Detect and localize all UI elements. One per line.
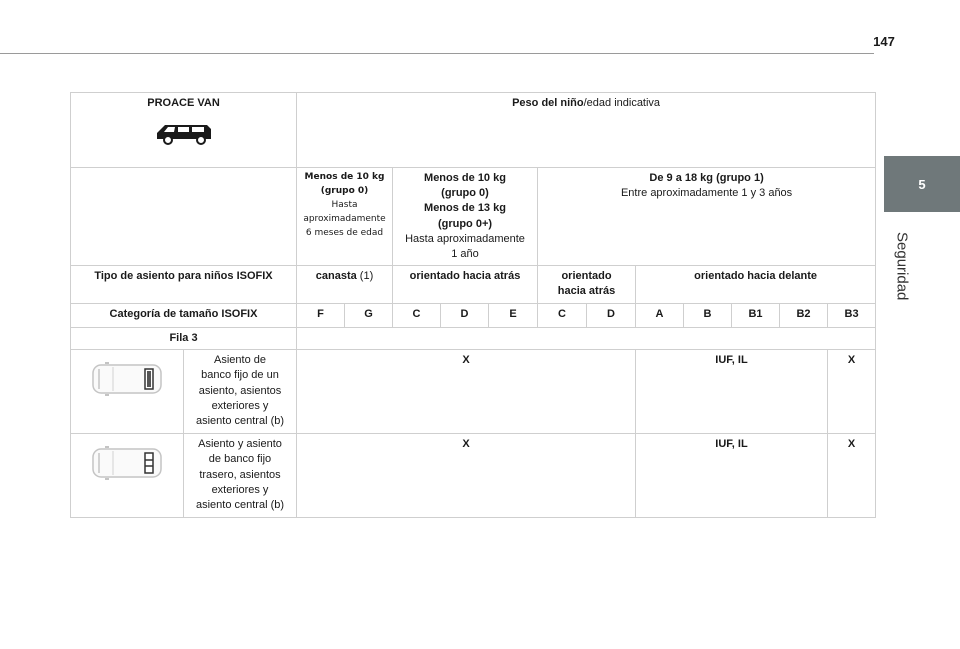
seat-type-row bbox=[71, 266, 876, 304]
seat-type-label: Tipo de asiento para niños ISOFIX bbox=[71, 266, 297, 304]
seat-type-carrycot-note: (1) bbox=[359, 270, 374, 283]
car-top-view-icon bbox=[91, 359, 163, 399]
size-category-cell: C bbox=[393, 304, 441, 328]
size-category-cell: F bbox=[297, 304, 345, 328]
seat-row-value-forward: IUF, IL bbox=[636, 350, 828, 434]
seat-desc-line: trasero, asientos bbox=[199, 468, 281, 481]
seat-desc-line: exteriores y bbox=[211, 399, 269, 412]
seat-row-desc bbox=[184, 434, 297, 518]
group-0b-line: (grupo 0+) bbox=[437, 217, 493, 230]
group-1-cell bbox=[538, 168, 876, 266]
size-category-cell: B bbox=[684, 304, 732, 328]
size-category-cell: E bbox=[489, 304, 538, 328]
size-category-cell: C bbox=[538, 304, 587, 328]
seat-type-carrycot bbox=[297, 266, 393, 304]
size-category-row bbox=[71, 304, 876, 328]
weight-label-bold: Peso del niño bbox=[512, 97, 584, 109]
group-0b-line: 1 año bbox=[451, 247, 479, 260]
seat-row bbox=[71, 434, 876, 518]
page-number: 147 bbox=[873, 34, 895, 49]
group-1-line: Entre aproximadamente 1 y 3 años bbox=[620, 187, 793, 200]
seat-type-rearward-2-line: orientado bbox=[561, 270, 612, 283]
van-icon bbox=[155, 121, 213, 145]
groups-row bbox=[71, 168, 876, 266]
seat-row-value-rearward: X bbox=[297, 350, 636, 434]
section-tab: 5 bbox=[884, 156, 960, 212]
row-label-row bbox=[71, 328, 876, 350]
group-0a-line: aproximadamente bbox=[303, 213, 386, 224]
group-0b-cell bbox=[393, 168, 538, 266]
size-category-cell: D bbox=[441, 304, 489, 328]
model-name: PROACE VAN bbox=[147, 97, 220, 109]
seat-row-desc bbox=[184, 350, 297, 434]
size-category-cell: B3 bbox=[828, 304, 876, 328]
seat-row-value-forward: IUF, IL bbox=[636, 434, 828, 518]
seat-row-value-rearward: X bbox=[297, 434, 636, 518]
group-0a-line: (grupo 0) bbox=[320, 185, 369, 196]
seat-desc-line: asiento central (b) bbox=[195, 414, 285, 427]
size-category-cell: A bbox=[636, 304, 684, 328]
weight-label-rest: /edad indicativa bbox=[583, 97, 661, 109]
group-0a-line: 6 meses de edad bbox=[305, 227, 384, 238]
seat-row-value-b3: X bbox=[828, 434, 876, 518]
seat-desc-line: Asiento y asiento bbox=[198, 438, 282, 451]
seat-type-rearward-2 bbox=[538, 266, 636, 304]
seat-desc-line: asiento, asientos bbox=[198, 384, 282, 397]
isofix-table bbox=[70, 92, 876, 518]
seat-type-carrycot-text: canasta bbox=[315, 270, 357, 283]
group-0a-cell bbox=[297, 168, 393, 266]
car-top-view-icon bbox=[91, 443, 163, 483]
group-0a-line: Hasta bbox=[331, 199, 358, 210]
seat-type-forward: orientado hacia delante bbox=[636, 266, 876, 304]
seat-desc-line: exteriores y bbox=[211, 483, 269, 496]
model-cell bbox=[71, 93, 297, 168]
group-0b-line: Menos de 10 kg bbox=[424, 172, 506, 184]
seat-type-rearward-1: orientado hacia atrás bbox=[393, 266, 538, 304]
size-category-cell: D bbox=[587, 304, 636, 328]
group-0b-line: Hasta aproximadamente bbox=[405, 232, 525, 245]
section-title-text: Seguridad bbox=[893, 232, 911, 301]
groups-empty-cell bbox=[71, 168, 297, 266]
row-label: Fila 3 bbox=[71, 328, 297, 350]
seat-row-icon-cell bbox=[71, 350, 184, 434]
group-0b-line: Menos de 13 kg bbox=[424, 202, 506, 215]
group-0b-line: (grupo 0) bbox=[441, 187, 489, 200]
group-0a-line: Menos de 10 kg bbox=[304, 172, 385, 182]
seat-row-icon-cell bbox=[71, 434, 184, 518]
row-label-empty bbox=[297, 328, 876, 350]
group-1-line: De 9 a 18 kg (grupo 1) bbox=[649, 172, 764, 184]
header-row bbox=[71, 93, 876, 168]
seat-desc-line: de banco fijo bbox=[208, 453, 272, 466]
header-rule bbox=[0, 53, 874, 54]
seat-desc-line: Asiento de bbox=[214, 354, 266, 367]
seat-desc-line: asiento central (b) bbox=[195, 498, 285, 511]
weight-header bbox=[297, 93, 876, 168]
seat-type-rearward-2-line: hacia atrás bbox=[557, 285, 616, 298]
size-category-cell: B1 bbox=[732, 304, 780, 328]
size-category-cell: B2 bbox=[780, 304, 828, 328]
section-title bbox=[882, 232, 922, 382]
size-category-label: Categoría de tamaño ISOFIX bbox=[71, 304, 297, 328]
seat-row bbox=[71, 350, 876, 434]
seat-desc-line: banco fijo de un bbox=[201, 369, 279, 382]
seat-row-value-b3: X bbox=[828, 350, 876, 434]
size-category-cell: G bbox=[345, 304, 393, 328]
